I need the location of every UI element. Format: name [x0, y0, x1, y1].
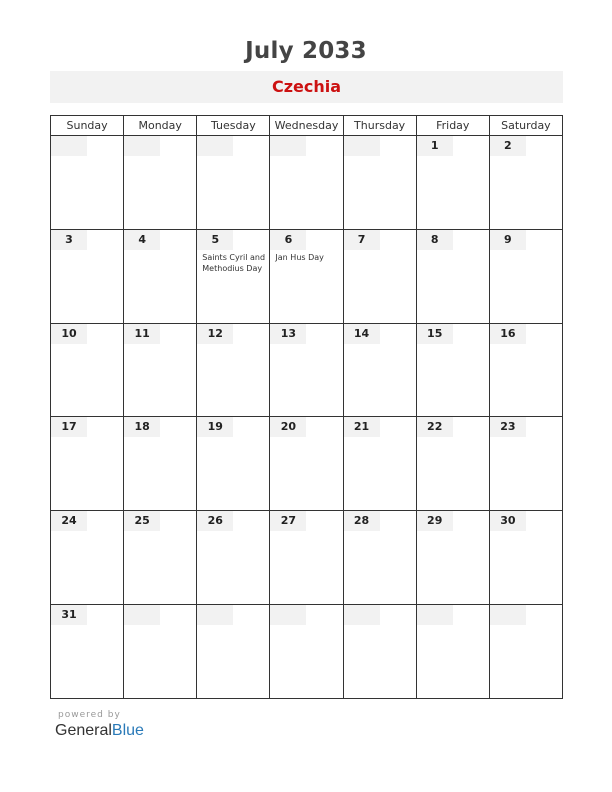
day-number: 3 — [51, 230, 87, 250]
brand-logo — [55, 722, 144, 740]
day-cell — [489, 136, 562, 230]
day-cell — [124, 605, 197, 699]
weekday-saturday: Saturday — [489, 116, 562, 136]
day-number — [417, 605, 453, 625]
day-number: 15 — [417, 324, 453, 344]
day-cell — [124, 323, 197, 417]
day-cell — [416, 417, 489, 511]
day-cell — [124, 417, 197, 511]
day-number — [197, 136, 233, 156]
day-number: 31 — [51, 605, 87, 625]
day-number: 8 — [417, 230, 453, 250]
day-number: 18 — [124, 417, 160, 437]
day-cell — [197, 417, 270, 511]
week-row — [51, 136, 563, 230]
day-cell — [416, 605, 489, 699]
day-number: 30 — [490, 511, 526, 531]
day-cell — [124, 511, 197, 605]
day-cell — [51, 136, 124, 230]
weekday-thursday: Thursday — [343, 116, 416, 136]
day-cell — [270, 136, 343, 230]
week-row — [51, 323, 563, 417]
country-name: Czechia — [271, 77, 342, 96]
day-cell — [51, 511, 124, 605]
day-cell — [270, 417, 343, 511]
day-number — [490, 605, 526, 625]
day-number: 9 — [490, 230, 526, 250]
day-cell — [197, 136, 270, 230]
brand-blue: Blue — [111, 722, 144, 739]
day-number: 16 — [490, 324, 526, 344]
day-number — [124, 136, 160, 156]
day-number: 5 — [197, 230, 233, 250]
weekday-tuesday: Tuesday — [197, 116, 270, 136]
day-number — [51, 136, 87, 156]
day-number: 23 — [490, 417, 526, 437]
day-number: 11 — [124, 324, 160, 344]
day-cell — [51, 417, 124, 511]
week-row — [51, 229, 563, 323]
day-cell — [416, 229, 489, 323]
day-cell — [343, 136, 416, 230]
day-number: 14 — [344, 324, 380, 344]
day-number: 4 — [124, 230, 160, 250]
day-number: 17 — [51, 417, 87, 437]
day-cell — [489, 229, 562, 323]
day-cell — [197, 323, 270, 417]
day-number — [124, 605, 160, 625]
day-cell — [489, 605, 562, 699]
day-cell — [197, 511, 270, 605]
day-number — [344, 136, 380, 156]
day-cell — [489, 323, 562, 417]
day-cell — [343, 605, 416, 699]
day-cell — [343, 511, 416, 605]
week-row — [51, 605, 563, 699]
day-cell — [343, 229, 416, 323]
day-number: 10 — [51, 324, 87, 344]
day-cell — [489, 417, 562, 511]
country-banner — [50, 71, 563, 103]
day-cell — [416, 323, 489, 417]
week-row — [51, 511, 563, 605]
day-cell — [270, 605, 343, 699]
day-cell — [343, 417, 416, 511]
day-number: 24 — [51, 511, 87, 531]
day-number: 13 — [270, 324, 306, 344]
weekday-sunday: Sunday — [51, 116, 124, 136]
day-number: 29 — [417, 511, 453, 531]
day-number: 21 — [344, 417, 380, 437]
day-number — [270, 605, 306, 625]
day-number: 26 — [197, 511, 233, 531]
day-cell — [270, 511, 343, 605]
weekday-wednesday: Wednesday — [270, 116, 343, 136]
day-number — [344, 605, 380, 625]
day-cell — [270, 229, 343, 323]
weekday-monday: Monday — [124, 116, 197, 136]
day-cell — [489, 511, 562, 605]
day-cell — [124, 136, 197, 230]
powered-by-text: powered by — [58, 710, 121, 720]
week-row — [51, 417, 563, 511]
day-number: 20 — [270, 417, 306, 437]
day-number: 27 — [270, 511, 306, 531]
day-cell — [51, 605, 124, 699]
day-cell — [197, 229, 270, 323]
day-cell — [51, 323, 124, 417]
calendar-grid — [50, 115, 563, 699]
day-number: 28 — [344, 511, 380, 531]
day-number: 2 — [490, 136, 526, 156]
day-number: 22 — [417, 417, 453, 437]
brand-general: General — [55, 722, 112, 739]
holiday-label: Saints Cyril and Methodius Day — [202, 252, 266, 274]
day-number — [197, 605, 233, 625]
day-cell — [416, 136, 489, 230]
weekday-header-row — [51, 116, 563, 136]
day-cell — [343, 323, 416, 417]
holiday-label: Jan Hus Day — [275, 252, 324, 262]
day-number: 1 — [417, 136, 453, 156]
day-cell — [270, 323, 343, 417]
weekday-friday: Friday — [416, 116, 489, 136]
day-number: 7 — [344, 230, 380, 250]
day-cell — [197, 605, 270, 699]
page-title: July 2033 — [245, 38, 367, 64]
day-number: 25 — [124, 511, 160, 531]
day-number: 12 — [197, 324, 233, 344]
day-number: 6 — [270, 230, 306, 250]
day-number: 19 — [197, 417, 233, 437]
day-cell — [416, 511, 489, 605]
day-cell — [124, 229, 197, 323]
day-cell — [51, 229, 124, 323]
day-number — [270, 136, 306, 156]
